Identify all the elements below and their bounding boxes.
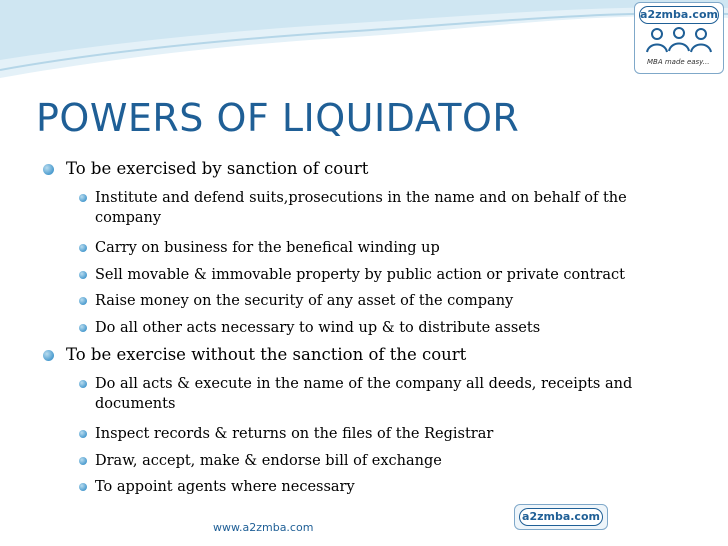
bullet-text: Do all acts & execute in the name of the company all deeds, receipts and documents (95, 376, 633, 412)
bullet-level2 (95, 374, 680, 414)
bullet-text: Raise money on the security of any asset of the company (95, 293, 514, 309)
bullet-text: Inspect records & returns on the files of the Registrar (95, 426, 494, 442)
bullet-icon (79, 297, 87, 305)
bullet-text: Institute and defend suits,prosecutions in the name and on behalf of the company (95, 190, 627, 226)
bullet-icon (43, 164, 54, 175)
bullet-icon (79, 457, 87, 465)
bullet-text: Do all other acts necessary to wind up & to distribute assets (95, 320, 541, 336)
bullet-level2 (95, 291, 680, 311)
slide-title: POWERS OF LIQUIDATOR (36, 96, 520, 140)
brand-logo-text: a2zmba.com (639, 6, 719, 24)
people-icon (643, 26, 715, 58)
bullet-level2 (95, 451, 680, 471)
header-wave-decoration (0, 0, 728, 90)
bullet-level2 (95, 477, 680, 497)
bullet-level2 (95, 238, 680, 258)
bullet-level2 (95, 188, 680, 228)
bullet-icon (79, 324, 87, 332)
bullet-level2 (95, 265, 680, 285)
bullet-text: Draw, accept, make & endorse bill of exchange (95, 453, 442, 469)
footer-logo-text: a2zmba.com (519, 508, 603, 526)
bullet-level2 (95, 424, 680, 444)
bullet-icon (79, 194, 87, 202)
bullet-text: To be exercised by sanction of court (66, 159, 369, 178)
bullet-text: Carry on business for the benefical winding up (95, 240, 440, 256)
bullet-level2 (95, 318, 680, 338)
bullet-icon (79, 271, 87, 279)
footer-logo (514, 504, 608, 530)
brand-tagline: MBA made easy... (647, 58, 710, 66)
bullet-level1 (66, 159, 368, 178)
bullet-icon (79, 380, 87, 388)
bullet-level1 (66, 345, 466, 364)
brand-logo (634, 2, 724, 74)
bullet-text: Sell movable & immovable property by public action or private contract (95, 267, 625, 283)
bullet-text: To be exercise without the sanction of the court (66, 345, 467, 364)
bullet-icon (43, 350, 54, 361)
bullet-icon (79, 430, 87, 438)
bullet-icon (79, 244, 87, 252)
footer-url: www.a2zmba.com (213, 521, 314, 534)
bullet-text: To appoint agents where necessary (95, 479, 355, 495)
bullet-icon (79, 483, 87, 491)
